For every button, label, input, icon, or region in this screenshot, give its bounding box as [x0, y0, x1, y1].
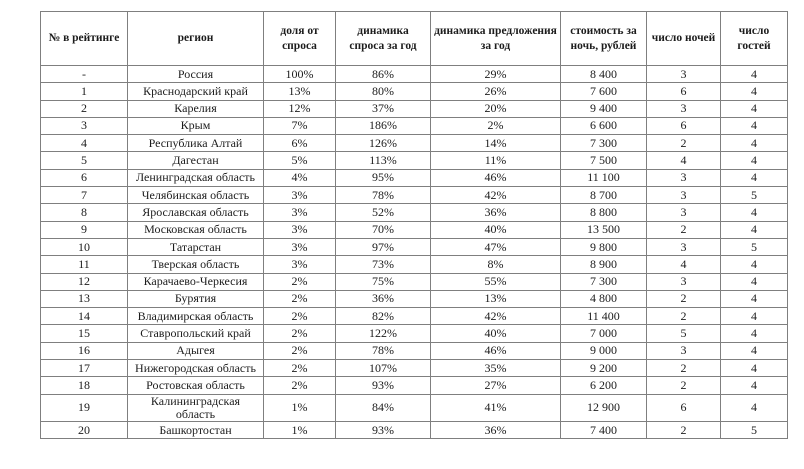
cell-demand-dynamics: 75%: [336, 273, 431, 290]
cell-nights: 2: [647, 221, 721, 238]
cell-demand-share: 3%: [264, 204, 336, 221]
cell-nights: 3: [647, 187, 721, 204]
cell-demand-dynamics: 82%: [336, 308, 431, 325]
cell-price-per-night: 6 200: [561, 377, 647, 394]
cell-supply-dynamics: 13%: [431, 290, 561, 307]
cell-rank: 2: [41, 100, 128, 117]
cell-nights: 2: [647, 422, 721, 439]
cell-supply-dynamics: 20%: [431, 100, 561, 117]
cell-nights: 3: [647, 273, 721, 290]
cell-price-per-night: 4 800: [561, 290, 647, 307]
cell-rank: 7: [41, 187, 128, 204]
cell-region: Ростовская область: [128, 377, 264, 394]
cell-nights: 3: [647, 238, 721, 255]
cell-supply-dynamics: 2%: [431, 117, 561, 134]
table-row: [41, 66, 788, 83]
cell-demand-share: 2%: [264, 273, 336, 290]
cell-demand-dynamics: 186%: [336, 117, 431, 134]
cell-rank: 11: [41, 256, 128, 273]
cell-guests: 4: [721, 117, 788, 134]
cell-supply-dynamics: 42%: [431, 187, 561, 204]
cell-demand-dynamics: 70%: [336, 221, 431, 238]
table-row: [41, 238, 788, 255]
cell-demand-dynamics: 37%: [336, 100, 431, 117]
cell-guests: 4: [721, 135, 788, 152]
cell-price-per-night: 13 500: [561, 221, 647, 238]
cell-rank: 12: [41, 273, 128, 290]
cell-supply-dynamics: 47%: [431, 238, 561, 255]
cell-rank: 6: [41, 169, 128, 186]
table-row: [41, 422, 788, 439]
cell-guests: 4: [721, 256, 788, 273]
header-row: [41, 12, 788, 66]
cell-guests: 4: [721, 325, 788, 342]
table-row: [41, 342, 788, 359]
cell-supply-dynamics: 35%: [431, 360, 561, 377]
table-row: [41, 360, 788, 377]
cell-demand-share: 2%: [264, 377, 336, 394]
cell-demand-dynamics: 97%: [336, 238, 431, 255]
cell-demand-dynamics: 73%: [336, 256, 431, 273]
cell-rank: 19: [41, 394, 128, 421]
cell-demand-share: 4%: [264, 169, 336, 186]
cell-demand-dynamics: 36%: [336, 290, 431, 307]
cell-rank: 4: [41, 135, 128, 152]
table-row: [41, 169, 788, 186]
cell-supply-dynamics: 40%: [431, 325, 561, 342]
cell-region: Бурятия: [128, 290, 264, 307]
cell-region: Карачаево-Черкесия: [128, 273, 264, 290]
cell-nights: 2: [647, 135, 721, 152]
cell-demand-share: 3%: [264, 256, 336, 273]
cell-price-per-night: 7 600: [561, 83, 647, 100]
cell-guests: 4: [721, 394, 788, 421]
cell-region: Владимирская область: [128, 308, 264, 325]
cell-nights: 3: [647, 204, 721, 221]
cell-demand-dynamics: 84%: [336, 394, 431, 421]
table-body: [41, 66, 788, 439]
cell-supply-dynamics: 36%: [431, 422, 561, 439]
cell-guests: 4: [721, 308, 788, 325]
cell-demand-share: 5%: [264, 152, 336, 169]
table-row: [41, 152, 788, 169]
cell-region: Ленинградская область: [128, 169, 264, 186]
cell-rank: 3: [41, 117, 128, 134]
cell-supply-dynamics: 36%: [431, 204, 561, 221]
table-row: [41, 394, 788, 421]
cell-price-per-night: 8 400: [561, 66, 647, 83]
cell-price-per-night: 6 600: [561, 117, 647, 134]
table-row: [41, 290, 788, 307]
cell-demand-share: 2%: [264, 325, 336, 342]
cell-rank: -: [41, 66, 128, 83]
cell-region: Дагестан: [128, 152, 264, 169]
cell-price-per-night: 11 400: [561, 308, 647, 325]
cell-supply-dynamics: 29%: [431, 66, 561, 83]
cell-rank: 1: [41, 83, 128, 100]
cell-nights: 6: [647, 117, 721, 134]
cell-supply-dynamics: 46%: [431, 342, 561, 359]
cell-demand-share: 6%: [264, 135, 336, 152]
cell-price-per-night: 7 500: [561, 152, 647, 169]
cell-nights: 2: [647, 377, 721, 394]
cell-supply-dynamics: 42%: [431, 308, 561, 325]
column-header-region: регион: [128, 12, 264, 66]
cell-guests: 4: [721, 377, 788, 394]
cell-guests: 4: [721, 169, 788, 186]
cell-demand-share: 3%: [264, 238, 336, 255]
cell-region: Крым: [128, 117, 264, 134]
cell-region: Ставропольский край: [128, 325, 264, 342]
cell-guests: 4: [721, 83, 788, 100]
cell-demand-dynamics: 95%: [336, 169, 431, 186]
cell-supply-dynamics: 14%: [431, 135, 561, 152]
cell-region: Республика Алтай: [128, 135, 264, 152]
table-row: [41, 117, 788, 134]
cell-supply-dynamics: 26%: [431, 83, 561, 100]
cell-price-per-night: 9 200: [561, 360, 647, 377]
cell-rank: 14: [41, 308, 128, 325]
table-row: [41, 221, 788, 238]
cell-demand-share: 1%: [264, 422, 336, 439]
cell-nights: 4: [647, 256, 721, 273]
cell-nights: 5: [647, 325, 721, 342]
cell-rank: 13: [41, 290, 128, 307]
cell-demand-share: 3%: [264, 187, 336, 204]
cell-supply-dynamics: 11%: [431, 152, 561, 169]
cell-nights: 3: [647, 169, 721, 186]
cell-rank: 17: [41, 360, 128, 377]
regions-rating-table: [40, 11, 788, 439]
cell-region: Московская область: [128, 221, 264, 238]
cell-nights: 3: [647, 66, 721, 83]
column-header-price-per-night: стоимость за ночь, рублей: [561, 12, 647, 66]
cell-guests: 4: [721, 290, 788, 307]
table-row: [41, 325, 788, 342]
table-row: [41, 135, 788, 152]
cell-guests: 5: [721, 238, 788, 255]
cell-region: Адыгея: [128, 342, 264, 359]
cell-guests: 5: [721, 187, 788, 204]
table-row: [41, 308, 788, 325]
column-header-demand-dynamics: динамика спроса за год: [336, 12, 431, 66]
cell-demand-dynamics: 93%: [336, 377, 431, 394]
cell-guests: 4: [721, 273, 788, 290]
cell-supply-dynamics: 55%: [431, 273, 561, 290]
cell-demand-dynamics: 78%: [336, 187, 431, 204]
cell-demand-dynamics: 52%: [336, 204, 431, 221]
cell-price-per-night: 12 900: [561, 394, 647, 421]
cell-region: Тверская область: [128, 256, 264, 273]
cell-supply-dynamics: 27%: [431, 377, 561, 394]
cell-rank: 18: [41, 377, 128, 394]
cell-supply-dynamics: 41%: [431, 394, 561, 421]
cell-supply-dynamics: 46%: [431, 169, 561, 186]
cell-price-per-night: 9 800: [561, 238, 647, 255]
cell-price-per-night: 7 300: [561, 135, 647, 152]
cell-price-per-night: 7 000: [561, 325, 647, 342]
cell-rank: 5: [41, 152, 128, 169]
cell-guests: 4: [721, 66, 788, 83]
cell-demand-share: 2%: [264, 360, 336, 377]
table-row: [41, 187, 788, 204]
cell-nights: 2: [647, 308, 721, 325]
cell-demand-share: 13%: [264, 83, 336, 100]
table-row: [41, 83, 788, 100]
cell-price-per-night: 11 100: [561, 169, 647, 186]
cell-nights: 4: [647, 152, 721, 169]
cell-price-per-night: 9 400: [561, 100, 647, 117]
cell-nights: 6: [647, 83, 721, 100]
cell-demand-share: 3%: [264, 221, 336, 238]
table-row: [41, 273, 788, 290]
cell-demand-dynamics: 86%: [336, 66, 431, 83]
cell-demand-dynamics: 80%: [336, 83, 431, 100]
cell-demand-share: 7%: [264, 117, 336, 134]
cell-rank: 8: [41, 204, 128, 221]
column-header-demand-share: доля от спроса: [264, 12, 336, 66]
table-row: [41, 204, 788, 221]
cell-guests: 5: [721, 422, 788, 439]
cell-guests: 4: [721, 360, 788, 377]
cell-demand-share: 100%: [264, 66, 336, 83]
cell-nights: 2: [647, 290, 721, 307]
cell-price-per-night: 8 800: [561, 204, 647, 221]
cell-region: Челябинская область: [128, 187, 264, 204]
cell-price-per-night: 9 000: [561, 342, 647, 359]
cell-demand-dynamics: 126%: [336, 135, 431, 152]
cell-region: Ярославская область: [128, 204, 264, 221]
cell-demand-share: 2%: [264, 342, 336, 359]
cell-demand-share: 2%: [264, 290, 336, 307]
cell-demand-share: 12%: [264, 100, 336, 117]
cell-demand-dynamics: 122%: [336, 325, 431, 342]
cell-region: Калининградская область: [128, 394, 264, 421]
column-header-nights: число ночей: [647, 12, 721, 66]
cell-guests: 4: [721, 100, 788, 117]
cell-rank: 9: [41, 221, 128, 238]
cell-price-per-night: 8 700: [561, 187, 647, 204]
cell-region: Карелия: [128, 100, 264, 117]
cell-region: Башкортостан: [128, 422, 264, 439]
table-row: [41, 100, 788, 117]
cell-demand-dynamics: 113%: [336, 152, 431, 169]
cell-rank: 10: [41, 238, 128, 255]
cell-region: Нижегородская область: [128, 360, 264, 377]
column-header-supply-dynamics: динамика предложения за год: [431, 12, 561, 66]
cell-demand-share: 1%: [264, 394, 336, 421]
cell-guests: 4: [721, 342, 788, 359]
cell-demand-dynamics: 93%: [336, 422, 431, 439]
table-row: [41, 377, 788, 394]
cell-supply-dynamics: 40%: [431, 221, 561, 238]
cell-demand-dynamics: 107%: [336, 360, 431, 377]
cell-price-per-night: 8 900: [561, 256, 647, 273]
cell-nights: 3: [647, 342, 721, 359]
table-row: [41, 256, 788, 273]
cell-region: Краснодарский край: [128, 83, 264, 100]
cell-region: Татарстан: [128, 238, 264, 255]
cell-guests: 4: [721, 221, 788, 238]
cell-nights: 6: [647, 394, 721, 421]
cell-demand-share: 2%: [264, 308, 336, 325]
cell-rank: 20: [41, 422, 128, 439]
cell-demand-dynamics: 78%: [336, 342, 431, 359]
cell-rank: 16: [41, 342, 128, 359]
regions-rating-table-container: [40, 11, 787, 439]
cell-price-per-night: 7 300: [561, 273, 647, 290]
cell-region: Россия: [128, 66, 264, 83]
cell-price-per-night: 7 400: [561, 422, 647, 439]
column-header-guests: число гостей: [721, 12, 788, 66]
cell-nights: 2: [647, 360, 721, 377]
cell-guests: 4: [721, 204, 788, 221]
cell-supply-dynamics: 8%: [431, 256, 561, 273]
column-header-rank: № в рейтинге: [41, 12, 128, 66]
cell-rank: 15: [41, 325, 128, 342]
cell-guests: 4: [721, 152, 788, 169]
cell-nights: 3: [647, 100, 721, 117]
